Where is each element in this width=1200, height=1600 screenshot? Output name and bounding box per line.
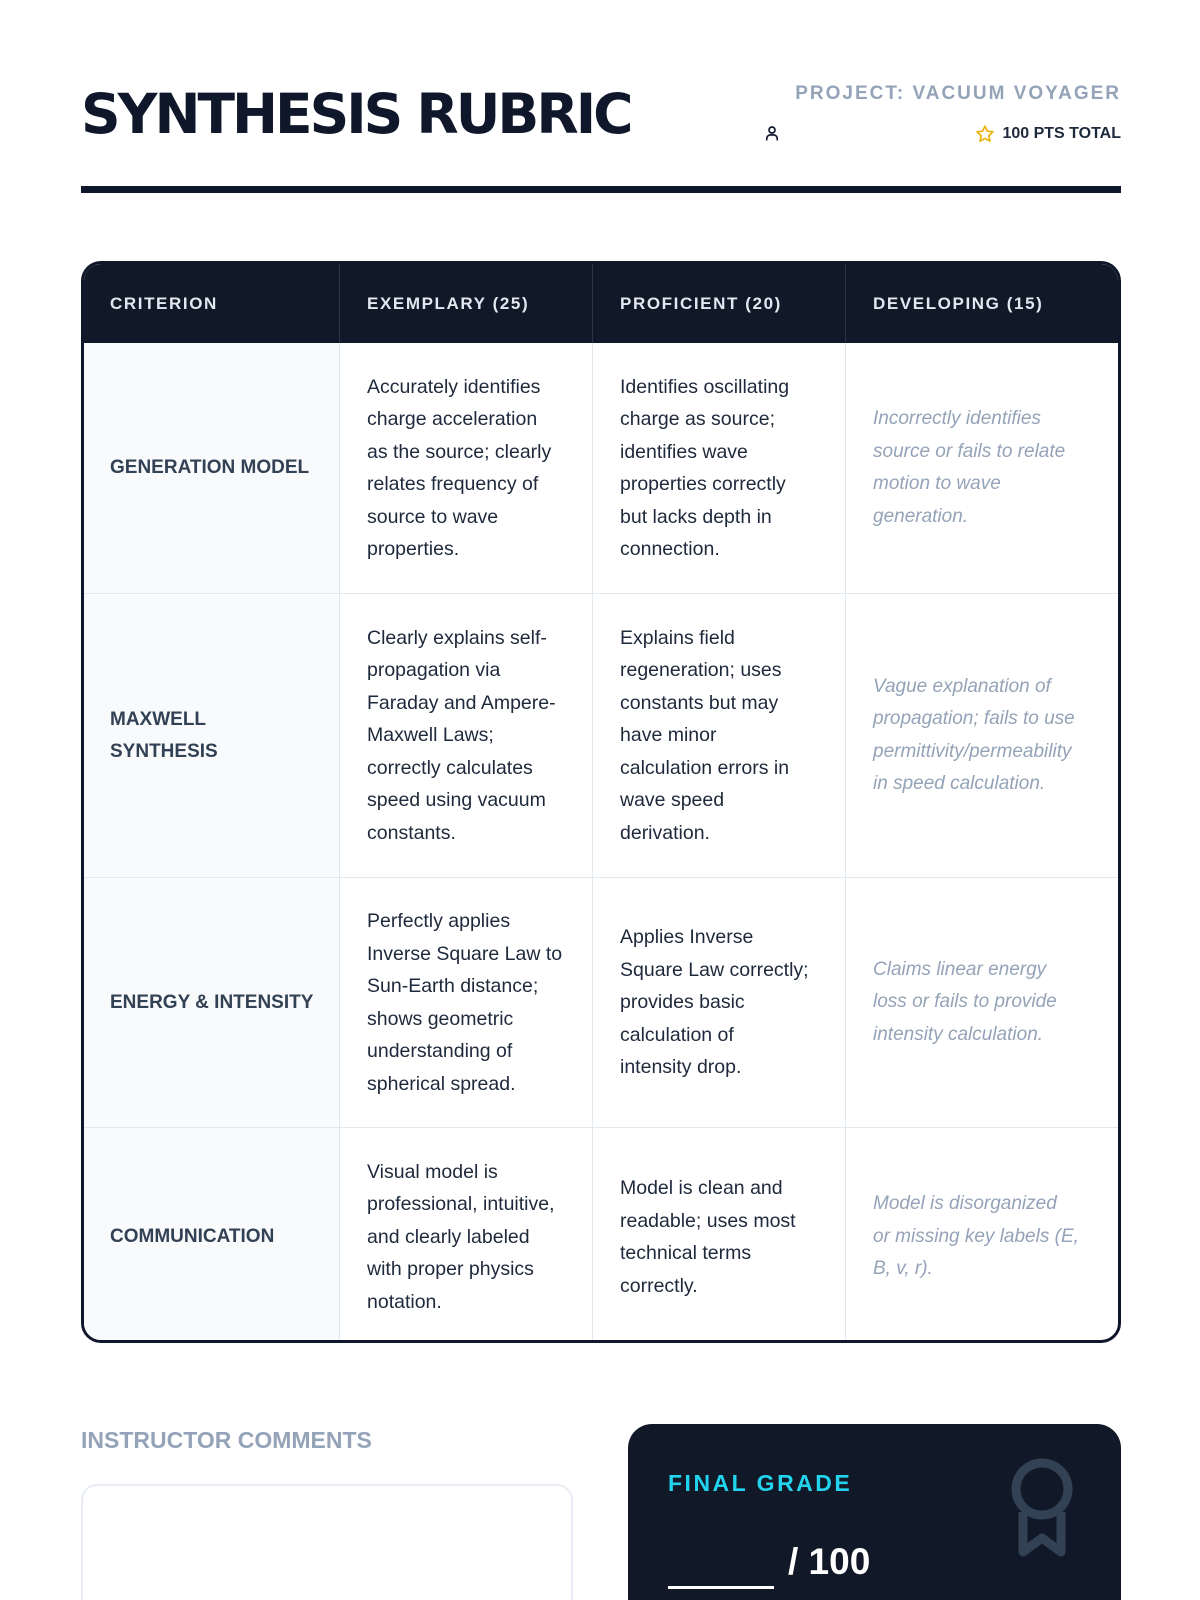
cell-text xyxy=(620,622,789,850)
cell-line: notation. xyxy=(367,1290,442,1313)
cell-text xyxy=(873,1188,1079,1286)
cell-text xyxy=(110,704,218,768)
cell-line: calculation errors in xyxy=(620,756,790,779)
cell-line: Sun-Earth distance; xyxy=(367,975,539,997)
cell-line: calculation of xyxy=(620,1023,734,1046)
cell-line: Incorrectly identifies xyxy=(873,408,1041,429)
cell-line: relates frequency of xyxy=(367,473,539,495)
cell-line: source to wave xyxy=(367,505,499,528)
cell-line: Square Law correctly; xyxy=(620,958,809,981)
cell-text xyxy=(620,1172,796,1302)
criterion-cell xyxy=(84,594,340,877)
cell-text xyxy=(110,452,309,484)
cell-text xyxy=(873,671,1075,801)
cell-line: loss or fails to provide xyxy=(873,991,1057,1013)
exemplary-cell xyxy=(340,343,593,593)
cell-text xyxy=(110,1221,274,1253)
cell-line: as the source; clearly xyxy=(367,440,552,463)
cell-line: Perfectly applies xyxy=(367,910,511,932)
grade-total: / 100 xyxy=(788,1541,871,1582)
cell-line: Model is clean and xyxy=(620,1177,783,1199)
proficient-cell xyxy=(593,878,846,1127)
cell-line: regeneration; uses xyxy=(620,659,782,682)
cell-line: Claims linear energy xyxy=(873,958,1047,980)
cell-line: wave speed xyxy=(620,789,725,812)
header-divider xyxy=(81,186,1121,193)
cell-line: MAXWELL xyxy=(110,708,207,730)
cell-line: Vague explanation of xyxy=(873,675,1051,697)
cell-line: spherical spread. xyxy=(367,1072,516,1095)
cell-line: propagation; fails to use xyxy=(873,708,1075,729)
cell-line: understanding of xyxy=(367,1040,513,1062)
developing-cell xyxy=(846,1128,1118,1343)
final-grade-card xyxy=(628,1424,1121,1600)
star-icon xyxy=(975,124,995,144)
cell-line: motion to wave xyxy=(873,473,1001,494)
project-name: PROJECT: VACUUM VOYAGER xyxy=(795,83,1121,104)
cell-line: constants but may xyxy=(620,691,779,714)
cell-line: intensity calculation. xyxy=(873,1023,1044,1045)
table-row xyxy=(84,343,1118,593)
cell-line: connection. xyxy=(620,538,720,560)
cell-line: Identifies oscillating xyxy=(620,375,790,398)
developing-cell xyxy=(846,594,1118,877)
cell-line: correctly. xyxy=(620,1274,698,1297)
rubric-table xyxy=(81,261,1121,1343)
cell-line: with proper physics xyxy=(367,1258,534,1281)
points-total xyxy=(975,122,1121,146)
cell-line: Visual model is xyxy=(367,1160,498,1183)
cell-line: Applies Inverse xyxy=(620,926,754,949)
cell-text xyxy=(367,371,551,566)
developing-cell xyxy=(846,343,1118,593)
criterion-cell xyxy=(84,1128,340,1343)
instructor-comments-title: INSTRUCTOR COMMENTS xyxy=(81,1427,372,1453)
proficient-cell xyxy=(593,594,846,877)
cell-line: permittivity/permeability xyxy=(873,740,1072,762)
award-icon xyxy=(1009,1456,1075,1560)
criterion-cell xyxy=(84,343,340,593)
cell-line: Inverse Square Law to xyxy=(367,942,563,965)
page-title: SYNTHESIS RUBRIC xyxy=(81,82,631,146)
cell-line: Clearly explains self- xyxy=(367,626,547,649)
column-header-proficient: PROFICIENT (20) xyxy=(593,264,846,343)
cell-line: provides basic xyxy=(620,991,745,1014)
cell-line: in speed calculation. xyxy=(873,773,1046,794)
final-grade-label: FINAL GRADE xyxy=(668,1470,853,1496)
cell-line: Faraday and Ampere- xyxy=(367,691,556,714)
cell-line: Accurately identifies xyxy=(367,375,541,398)
cell-line: Model is disorganized xyxy=(873,1193,1057,1215)
grade-input-line[interactable] xyxy=(668,1586,774,1589)
exemplary-cell xyxy=(340,878,593,1127)
cell-line: properties. xyxy=(367,538,460,560)
cell-line: SYNTHESIS xyxy=(110,740,218,762)
cell-line: identifies wave xyxy=(620,440,748,463)
cell-text xyxy=(620,921,809,1084)
column-header-exemplary: EXEMPLARY (25) xyxy=(340,264,593,343)
table-row xyxy=(84,877,1118,1127)
table-body xyxy=(84,343,1118,1343)
criterion-cell xyxy=(84,878,340,1127)
column-header-criterion: CRITERION xyxy=(84,264,340,343)
header xyxy=(81,0,1121,194)
cell-line: correctly calculates xyxy=(367,756,533,779)
cell-text xyxy=(620,371,789,566)
cell-text xyxy=(873,403,1065,533)
cell-line: but lacks depth in xyxy=(620,505,772,528)
cell-line: Explains field xyxy=(620,626,735,649)
cell-line: properties correctly xyxy=(620,473,786,495)
cell-line: speed using vacuum xyxy=(367,789,546,812)
cell-line: or missing key labels (E, xyxy=(873,1225,1079,1247)
cell-line: technical terms xyxy=(620,1242,752,1264)
user-icon xyxy=(763,124,781,142)
cell-line: derivation. xyxy=(620,821,710,844)
cell-line: readable; uses most xyxy=(620,1209,796,1232)
cell-line: and clearly labeled xyxy=(367,1225,530,1248)
cell-line: source or fails to relate xyxy=(873,440,1066,462)
exemplary-cell xyxy=(340,1128,593,1343)
cell-line: charge acceleration xyxy=(367,408,538,430)
cell-text xyxy=(367,905,562,1100)
cell-line: B, v, r). xyxy=(873,1258,933,1280)
cell-line: propagation via xyxy=(367,659,501,682)
rubric-page xyxy=(81,0,1121,1600)
proficient-cell xyxy=(593,343,846,593)
cell-line: have minor xyxy=(620,724,717,747)
table-row xyxy=(84,593,1118,877)
instructor-comments-box[interactable] xyxy=(81,1484,573,1600)
cell-text xyxy=(367,622,556,850)
cell-line: Maxwell Laws; xyxy=(367,724,494,747)
cell-text xyxy=(873,954,1057,1052)
cell-line: constants. xyxy=(367,821,456,844)
cell-line: professional, intuitive, xyxy=(367,1193,555,1216)
table-header xyxy=(84,264,1118,343)
column-header-developing: DEVELOPING (15) xyxy=(873,293,1044,313)
cell-line: charge as source; xyxy=(620,408,776,430)
exemplary-cell xyxy=(340,594,593,877)
points-total-label: 100 PTS TOTAL xyxy=(1002,125,1121,142)
cell-line: generation. xyxy=(873,505,969,527)
table-row xyxy=(84,1127,1118,1343)
developing-cell xyxy=(846,878,1118,1127)
proficient-cell xyxy=(593,1128,846,1343)
cell-line: intensity drop. xyxy=(620,1056,742,1079)
cell-line: GENERATION MODEL xyxy=(110,457,310,478)
cell-line: COMMUNICATION xyxy=(110,1226,275,1247)
cell-line: ENERGY & INTENSITY xyxy=(110,991,314,1013)
cell-line: shows geometric xyxy=(367,1007,514,1030)
cell-text xyxy=(367,1156,555,1319)
cell-text xyxy=(110,987,313,1019)
